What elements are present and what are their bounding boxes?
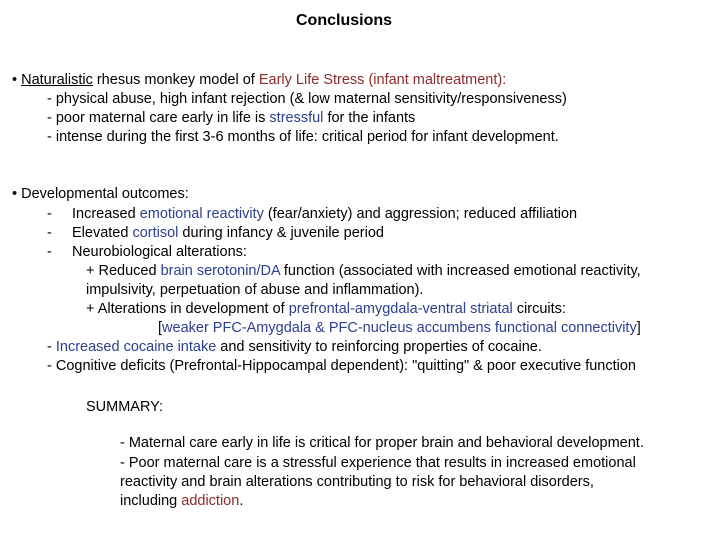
summary-text: including [120, 493, 182, 509]
outcome-neurobiological: Neurobiological alterations: [72, 244, 247, 260]
summary-text: . [239, 493, 244, 509]
sub-text: circuits: [512, 301, 566, 317]
sub-text: + Reduced [86, 263, 161, 279]
maternal-care-text: - poor maternal care early in life is [47, 110, 270, 126]
bracket-close: ] [636, 320, 641, 336]
outcome-emotional-reactivity [72, 205, 577, 224]
outcome-text: (fear/anxiety) and aggression; reduced affiliation [263, 206, 578, 222]
section1-line-abuse: - physical abuse, high infant rejection (& low maternal sensitivity/responsiveness) [47, 91, 567, 107]
outcome-text: during infancy & juvenile period [178, 225, 384, 241]
sub-text: function (associated with increased emotional reactivity, [279, 263, 641, 279]
outcome-text: - [47, 339, 56, 355]
sub-connectivity [158, 319, 641, 338]
maternal-care-post: for the infants [323, 110, 416, 126]
section2-heading: • Developmental outcomes: [12, 186, 189, 202]
section1-line-maternal-care [47, 109, 415, 128]
outcome-text: Elevated [72, 225, 133, 241]
summary-line [120, 492, 243, 511]
sub-circuits [86, 300, 566, 319]
emotional-reactivity-highlight: emotional reactivity [139, 206, 264, 222]
outcome-text: and sensitivity to reinforcing properties of cocaine. [216, 339, 542, 355]
addiction-highlight: addiction [181, 493, 240, 509]
circuits-highlight: prefrontal-amygdala-ventral striatal [288, 301, 513, 317]
naturalistic-term: Naturalistic [21, 72, 93, 88]
bracket-open: [ [158, 320, 163, 336]
stressful-highlight: stressful [269, 110, 324, 126]
bullet: • [12, 72, 18, 88]
outcome-cocaine [47, 338, 542, 357]
outcome-dash: - [47, 206, 52, 222]
sub-serotonin [86, 262, 641, 281]
outcome-cortisol [72, 224, 384, 243]
summary-line: reactivity and brain alterations contributing to risk for behavioral disorders, [120, 474, 594, 490]
summary-line: - Maternal care early in life is critical for proper brain and behavioral development. [120, 435, 644, 451]
page-title: Conclusions [296, 12, 393, 29]
outcome-dash: - [47, 244, 52, 260]
summary-line: - Poor maternal care is a stressful experience that results in increased emotional [120, 455, 636, 471]
sub-serotonin-cont: impulsivity, perpetuation of abuse and inflammation). [86, 282, 424, 298]
cortisol-highlight: cortisol [132, 225, 179, 241]
serotonin-highlight: brain serotonin/DA [160, 263, 280, 279]
outcome-text: Increased [72, 206, 140, 222]
early-life-stress-highlight: Early Life Stress (infant maltreatment): [258, 72, 507, 88]
outcome-dash: - [47, 225, 52, 241]
outcome-cognitive: - Cognitive deficits (Prefrontal-Hippocampal dependent): "quitting" & poor executive function [47, 358, 636, 374]
summary-heading: SUMMARY: [86, 399, 164, 415]
section1-line-critical-period: - intense during the first 3-6 months of life: critical period for infant development. [47, 129, 559, 145]
section1-lead [12, 71, 506, 90]
lead-text: rhesus monkey model of [92, 72, 259, 88]
connectivity-highlight: weaker PFC-Amygdala & PFC-nucleus accumbens functional connectivity [162, 320, 637, 336]
sub-text: + Alterations in development of [86, 301, 289, 317]
cocaine-highlight: Increased cocaine intake [55, 339, 217, 355]
